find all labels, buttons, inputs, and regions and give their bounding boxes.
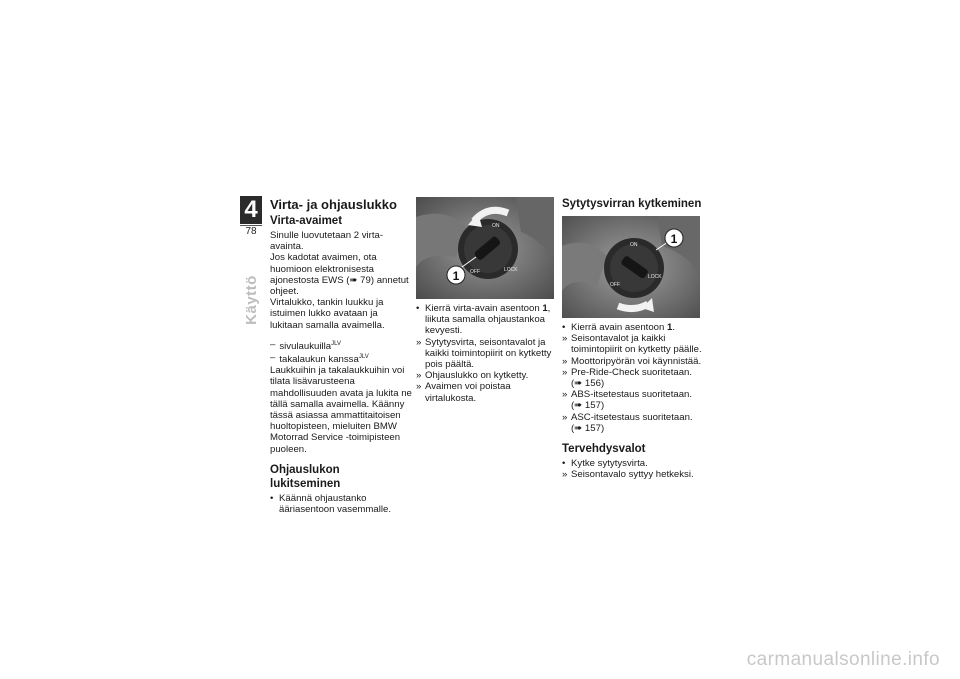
page-ref[interactable]: 156 xyxy=(584,378,601,390)
lock-label-on: ON xyxy=(630,242,638,248)
ignition-lock-photo-lock xyxy=(416,197,554,299)
page-ref-icon: ➠ xyxy=(574,400,583,412)
column-1 xyxy=(270,197,412,515)
result-item: » ASC-itsetestaus suoritetaan. (➠ 157) xyxy=(562,411,693,434)
section-title: Virta- ja ohjauslukko xyxy=(270,197,397,212)
page-ref[interactable]: 157 xyxy=(584,400,601,412)
section-heading-ignition: Sytytysvirran kytkeminen xyxy=(562,198,702,210)
result-item: » Moottoripyörän voi käynnistää. xyxy=(562,355,702,367)
instruction-list xyxy=(270,493,412,515)
instruction-list xyxy=(562,322,702,434)
subsection-heading-steering-lock: Ohjauslukon lukitseminen xyxy=(270,463,341,490)
chapter-number: 4 xyxy=(240,196,262,224)
page-ref-icon: ➠ xyxy=(574,422,583,434)
lock-label-on: ON xyxy=(492,223,500,229)
dash-item: – takalaukun kanssa$^{JLV}$ xyxy=(270,352,369,366)
callout-number: 1 xyxy=(452,269,460,283)
paragraph: Sinulle luovutetaan 2 virta-avainta. xyxy=(270,230,384,253)
page-ref-icon: ➠ xyxy=(574,378,583,390)
result-item: » Sytytysvirta, seisontavalot ja kaikki toimintopiirit on kytketty pois päältä. xyxy=(416,336,552,371)
list-item: • Kytke sytytysvirta. xyxy=(562,458,648,470)
list-item: • Kierrä virta-avain asentoon 1, liikuta samalla ohjaustankoa kevyesti. xyxy=(416,303,551,337)
subsection-heading-keys: Virta-avaimet xyxy=(270,215,343,227)
instruction-list xyxy=(416,303,554,404)
column-3 xyxy=(562,197,702,480)
list-item: • Kierrä avain asentoon 1. xyxy=(562,322,676,333)
result-item: » Ohjauslukko on kytketty. xyxy=(416,370,529,382)
subsection-heading-welcome-lights: Tervehdysvalot xyxy=(562,443,646,456)
list-item: • Käännä ohjaustanko ääriasentoon vasemmalle. xyxy=(270,492,391,516)
paragraph: Laukkuihin ja takalaukkuihin voi tilata lisävarusteena mahdollisuuden avata ja lukita ne tällä samalla avaimella. Käänny tässä asiassa ammattitaitoisen huoltopisteen, mieluiten BMW Motorrad Service -toimipisteen puoleen. xyxy=(270,365,412,455)
ignition-lock-photo-on xyxy=(562,216,700,318)
watermark: carmanualsonline.info xyxy=(746,649,940,670)
result-item: » ABS-itsetestaus suoritetaan. (➠ 157) xyxy=(562,389,693,412)
chapter-side-label: Käyttö xyxy=(243,275,260,325)
page-number: 78 xyxy=(245,226,257,237)
lock-label-lock: LOCK xyxy=(504,267,518,273)
lock-label-off: OFF xyxy=(470,269,480,275)
lock-label-lock: LOCK xyxy=(648,274,662,280)
instruction-list xyxy=(562,458,702,480)
callout-number: 1 xyxy=(670,232,678,246)
column-2 xyxy=(416,197,554,404)
dash-item: – sivulaukuilla$^{JLV}$ xyxy=(270,338,341,352)
paragraph: Jos kadotat avaimen, ota huomioon elektronisesta ajonestosta EWS (➠ 79) annetut ohjeet. xyxy=(270,252,409,298)
page-ref[interactable]: 79 xyxy=(360,274,371,286)
page-ref[interactable]: 157 xyxy=(584,422,601,434)
paragraph: Virtalukko, tankin luukku ja istuimen lukko avataan ja lukitaan samalla avaimella. xyxy=(270,297,385,331)
result-item: » Seisontavalo syttyy hetkeksi. xyxy=(562,469,694,481)
lock-label-off: OFF xyxy=(610,282,620,288)
result-item: » Pre-Ride-Check suoritetaan. (➠ 156) xyxy=(562,366,693,390)
result-item: » Avaimen voi poistaa virtalukosta. xyxy=(416,381,511,404)
result-item: » Seisontavalot ja kaikki toimintopiirit on kytketty päälle. xyxy=(562,333,702,356)
page-ref-icon: ➠ xyxy=(349,274,358,286)
